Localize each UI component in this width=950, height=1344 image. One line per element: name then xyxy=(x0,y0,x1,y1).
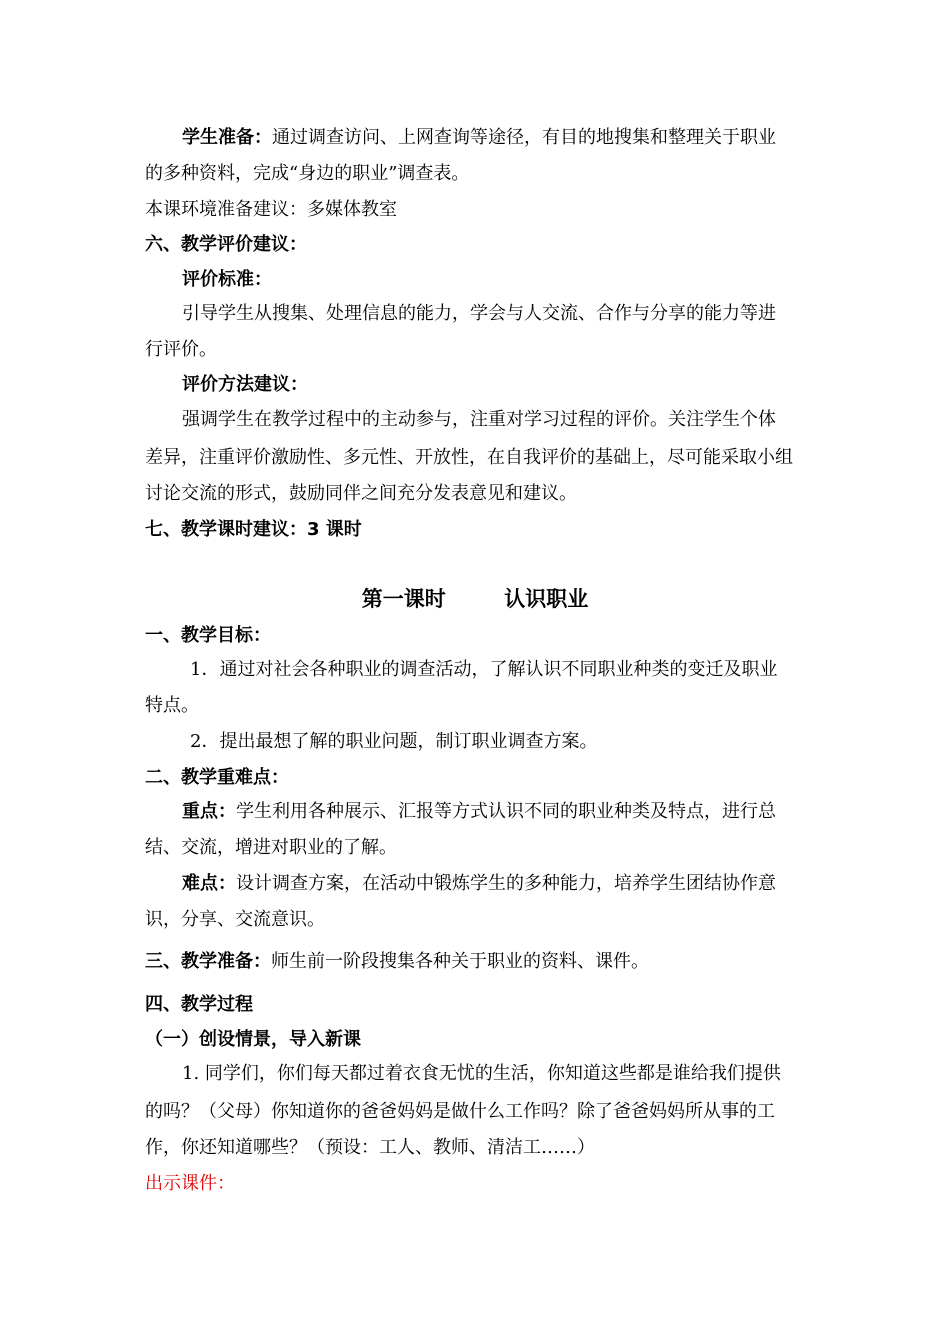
lesson-prep-label: 三、教学准备： xyxy=(145,951,271,972)
student-prep-text: 通过调查访问、上网查询等途径，有目的地搜集和整理关于职业 xyxy=(272,127,776,148)
environment-prep: 本课环境准备建议：多媒体教室 xyxy=(145,199,397,220)
step1-heading: （一）创设情景，导入新课 xyxy=(145,1029,361,1050)
key-text: 学生利用各种展示、汇报等方式认识不同的职业种类及特点，进行总 xyxy=(236,801,776,822)
student-prep-line2: 的多种资料，完成“身边的职业”调查表。 xyxy=(145,163,470,184)
goal2: 2．提出最想了解的职业问题，制订职业调查方案。 xyxy=(190,731,598,752)
key-line1 xyxy=(182,800,852,824)
goal1-line2: 特点。 xyxy=(145,695,199,716)
lesson-prep-text: 师生前一阶段搜集各种关于职业的资料、课件。 xyxy=(271,951,649,972)
step1-line2: 的吗？（父母）你知道你的爸爸妈妈是做什么工作吗？除了爸爸妈妈所从事的工 xyxy=(145,1101,775,1122)
difficulty-text: 设计调查方案，在活动中锻炼学生的多种能力，培养学生团结协作意 xyxy=(236,873,776,894)
evaluation-heading: 六、教学评价建议： xyxy=(145,234,307,255)
goals-heading: 一、教学目标： xyxy=(145,625,271,646)
lesson-title: 第一课时 认识职业 xyxy=(361,587,589,611)
difficulty-label: 难点： xyxy=(182,873,236,894)
difficulty-line2: 识，分享、交流意识。 xyxy=(145,909,325,930)
method-line3: 讨论交流的形式，鼓励同伴之间充分发表意见和建议。 xyxy=(145,483,577,504)
lesson-prep xyxy=(145,950,815,974)
process-heading: 四、教学过程 xyxy=(145,994,253,1015)
student-prep-line1 xyxy=(182,126,852,150)
criteria-line1: 引导学生从搜集、处理信息的能力，学会与人交流、合作与分享的能力等进 xyxy=(182,303,776,324)
hours-heading: 七、教学课时建议：3 课时 xyxy=(145,519,362,540)
key-label: 重点： xyxy=(182,801,236,822)
method-line1: 强调学生在教学过程中的主动参与，注重对学习过程的评价。关注学生个体 xyxy=(182,409,776,430)
step1-line3: 作，你还知道哪些？（预设：工人、教师、清洁工……） xyxy=(145,1137,595,1158)
show-courseware: 出示课件： xyxy=(145,1173,235,1194)
key-heading: 二、教学重难点： xyxy=(145,767,289,788)
difficulty-line1 xyxy=(182,872,852,896)
method-line2: 差异，注重评价激励性、多元性、开放性，在自我评价的基础上，尽可能采取小组 xyxy=(145,447,793,468)
criteria-line2: 行评价。 xyxy=(145,339,217,360)
method-label: 评价方法建议： xyxy=(182,374,308,395)
goal1-line1: 1．通过对社会各种职业的调查活动，了解认识不同职业种类的变迁及职业 xyxy=(190,659,778,680)
criteria-label: 评价标准： xyxy=(182,269,272,290)
step1-line1: 1. 同学们，你们每天都过着衣食无忧的生活，你知道这些都是谁给我们提供 xyxy=(182,1063,781,1084)
key-line2: 结、交流，增进对职业的了解。 xyxy=(145,837,397,858)
student-prep-label: 学生准备： xyxy=(182,127,272,148)
